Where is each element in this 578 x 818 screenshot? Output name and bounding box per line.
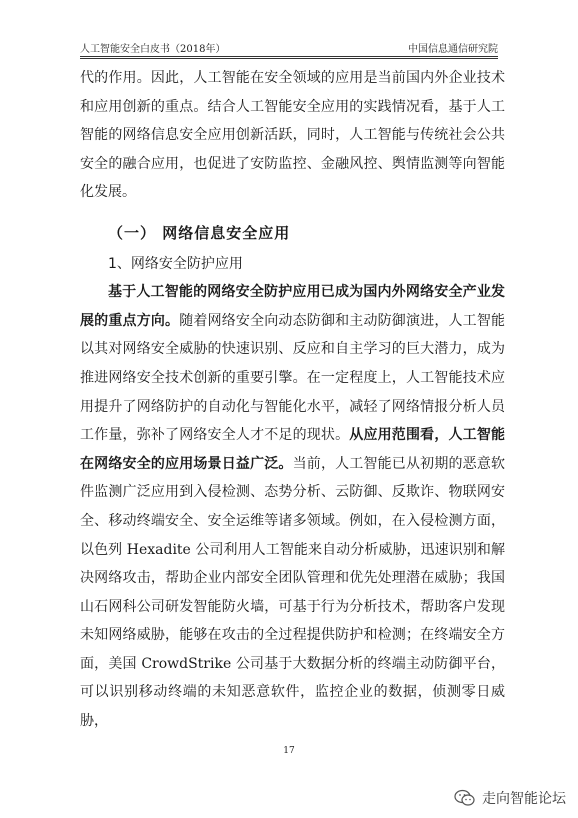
document-body: [80, 64, 505, 736]
header-rule: [80, 56, 498, 57]
paragraph-network-security: [80, 278, 505, 736]
bold-sentence: 从应用范围看，人工智能在网络安全的应用场景日益广泛。: [80, 427, 506, 472]
paragraph-text-2: 当前，人工智能已从初期的恶意软件监测广泛应用到入侵检测、态势分析、云防御、反欺诈、物联网安全、移动终端安全、安全运维等诸多领域。例如，在入侵检测方面，以色列 Hexadite 公司利用人工智能来自动分析威胁，迅速识别和解决网络攻击，帮助企业内部安全团队管理和优先处理潜在威胁；我国山石网科公司研发智能防火墙，可基于行为分析技术，帮助客户发现未知网络威胁，能够在攻击的全过程提供防护和检测；在终端安全方面，美国 CrowdStrike 公司基于大数据分析的终端主动防御平台，可以识别移动终端的未知恶意软件，监控企业的数据，侦测零日威胁，: [80, 455, 506, 730]
sub-heading: 1、网络安全防护应用: [108, 255, 243, 272]
section-heading: （一） 网络信息安全应用: [108, 223, 291, 242]
paragraph-text: 随着网络安全向动态防御和主动防御演进，人工智能以其对网络安全威胁的快速识别、反应和自主学习的巨大潜力，成为推进网络安全技术创新的重要引擎。在一定程度上，人工智能技术应用提升了网络防护的自动化与智能化水平，减轻了网络情报分析人员工作量，弥补了网络安全人才不足的现状。: [80, 312, 506, 444]
header-organization: 中国信息通信研究院: [408, 44, 498, 55]
running-header: [80, 40, 498, 55]
header-rule-thin: [80, 58, 498, 59]
bold-lead-sentence: 基于人工智能的网络安全防护应用已成为国内外网络安全产业发展的重点方向。: [80, 284, 505, 329]
page-number: 17: [283, 746, 295, 756]
wechat-icon: [454, 789, 476, 807]
wechat-account-name: 走向智能论坛: [482, 791, 566, 807]
wechat-account-watermark: [454, 788, 566, 808]
header-title: 人工智能安全白皮书（2018年）: [80, 44, 226, 55]
paragraph-continued: 代的作用。因此，人工智能在安全领域的应用是当前国内外企业技术和应用创新的重点。结合人工智能安全应用的实践情况看，基于人工智能的网络信息安全应用创新活跃，同时，人工智能与传统社会公共安全的融合应用，也促进了安防监控、金融风控、舆情监测等向智能化发展。: [80, 70, 505, 201]
